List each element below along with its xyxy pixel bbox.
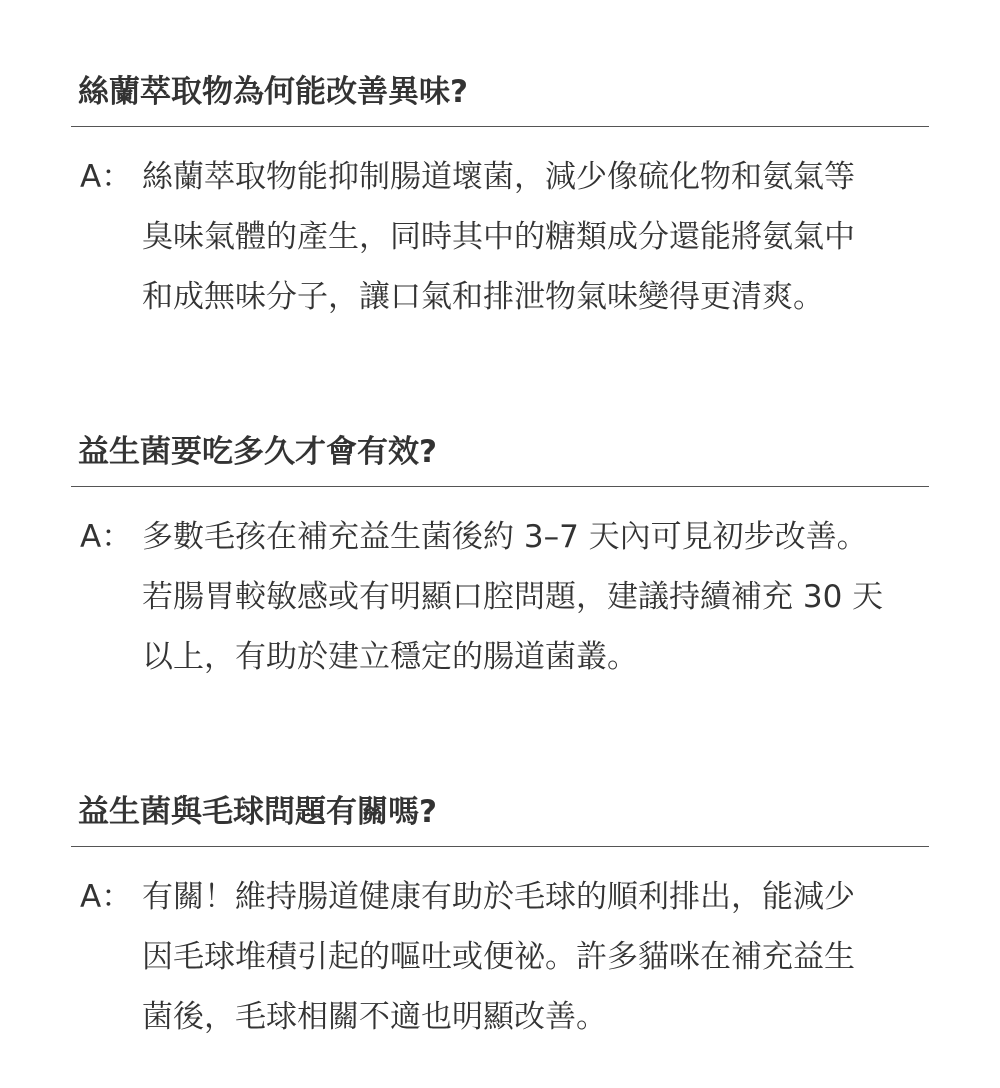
answer-prefix: A： bbox=[80, 879, 133, 915]
faq-question: 絲蘭萃取物為何能改善異味? bbox=[78, 74, 468, 110]
faq-question: 益生菌與毛球問題有關嗎? bbox=[78, 794, 437, 830]
faq-divider bbox=[71, 486, 929, 487]
faq-answer bbox=[142, 507, 928, 687]
answer-line: 有關！維持腸道健康有助於毛球的順利排出，能減少 bbox=[142, 879, 855, 915]
answer-line: 若腸胃較敏感或有明顯口腔問題，建議持續補充 30 天 bbox=[142, 579, 884, 615]
faq-answer bbox=[142, 867, 928, 1047]
faq-question: 益生菌要吃多久才會有效? bbox=[78, 434, 437, 470]
answer-prefix: A： bbox=[80, 519, 133, 555]
answer-line: 多數毛孩在補充益生菌後約 3–7 天內可見初步改善。 bbox=[142, 519, 868, 555]
answer-line: 臭味氣體的產生，同時其中的糖類成分還能將氨氣中 bbox=[142, 219, 855, 255]
answer-line: 和成無味分子，讓口氣和排泄物氣味變得更清爽。 bbox=[142, 279, 824, 315]
answer-prefix: A： bbox=[80, 159, 133, 195]
answer-line: 絲蘭萃取物能抑制腸道壞菌，減少像硫化物和氨氣等 bbox=[142, 159, 855, 195]
faq-divider bbox=[71, 846, 929, 847]
answer-line: 菌後，毛球相關不適也明顯改善。 bbox=[142, 999, 607, 1035]
faq-divider bbox=[71, 126, 929, 127]
faq-answer bbox=[142, 147, 928, 327]
answer-line: 因毛球堆積引起的嘔吐或便祕。許多貓咪在補充益生 bbox=[142, 939, 855, 975]
answer-line: 以上，有助於建立穩定的腸道菌叢。 bbox=[142, 639, 638, 675]
